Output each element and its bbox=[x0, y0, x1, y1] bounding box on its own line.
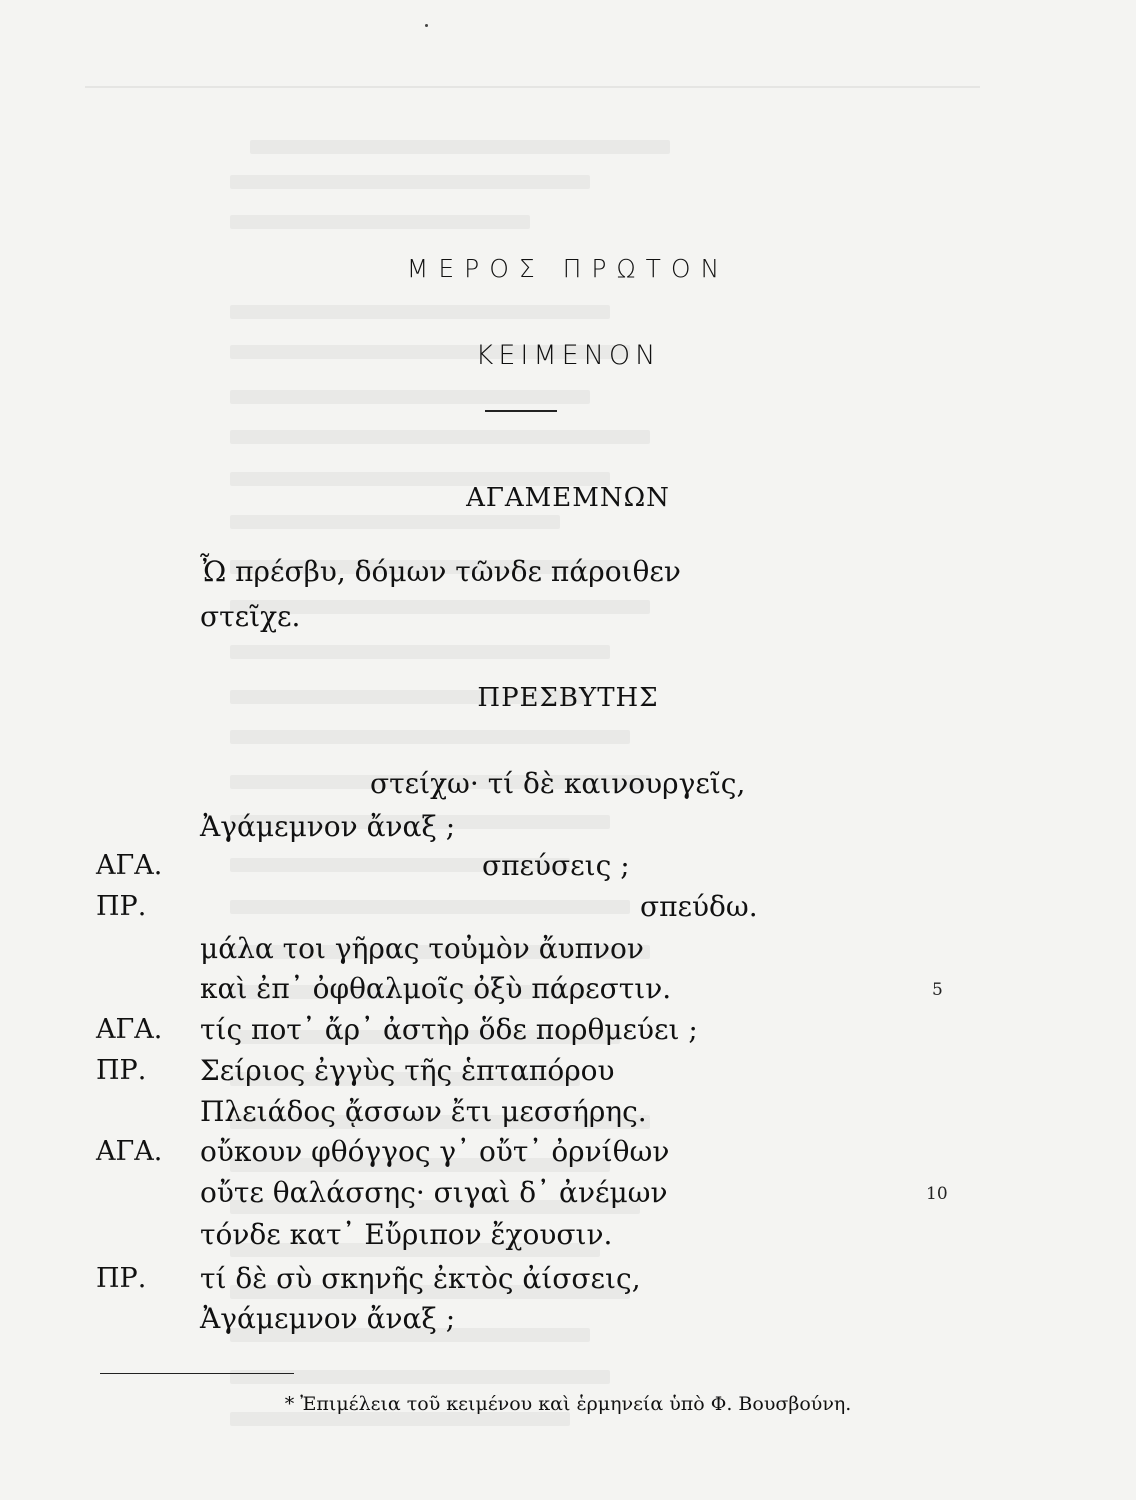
verse-line: Σείριος ἐγγὺς τῆς ἑπταπόρου bbox=[200, 1054, 615, 1087]
speaker-label: ΠΡ. bbox=[96, 1055, 147, 1086]
speaker-label: ΑΓΑ. bbox=[96, 1014, 163, 1045]
verse-line: Ἀγάμεμνον ἄναξ ; bbox=[200, 1302, 456, 1335]
speaker-heading-presbytes: ΠΡΕΣΒΥΤΗΣ bbox=[477, 683, 659, 713]
verse-line: Ὦ πρέσβυ, δόμων τῶνδε πάροιθεν bbox=[200, 555, 681, 588]
verse-line: Ἀγάμεμνον ἄναξ ; bbox=[200, 810, 456, 843]
footnote: * Ἐπιμέλεια τοῦ κειμένου καὶ ἑρμηνεία ὑπὸ Φ. Βουσβούνη. bbox=[284, 1393, 852, 1415]
speaker-label: ΑΓΑ. bbox=[96, 1136, 163, 1167]
verse-line: τόνδε κατ᾿ Εὔριπον ἔχουσιν. bbox=[200, 1218, 613, 1251]
verse-line: τί δὲ σὺ σκηνῆς ἐκτὸς ἀίσσεις, bbox=[200, 1262, 641, 1295]
speck bbox=[425, 24, 428, 27]
verse-line: Πλειάδος ᾄσσων ἔτι μεσσήρης. bbox=[200, 1095, 647, 1128]
line-number: 5 bbox=[932, 980, 943, 1000]
verse-line: οὔκουν φθόγγος γ᾿ οὔτ᾿ ὀρνίθων bbox=[200, 1135, 670, 1168]
verse-line: τίς ποτ᾿ ἄρ᾿ ἀστὴρ ὅδε πορθμεύει ; bbox=[200, 1013, 698, 1046]
verse-line: μάλα τοι γῆρας τοὐμὸν ἄυπνον bbox=[200, 932, 644, 965]
speaker-label: ΠΡ. bbox=[96, 1263, 147, 1294]
section-title: ΚΕΙΜΕΝΟΝ bbox=[475, 340, 661, 371]
speaker-heading-agamemnon: ΑΓΑΜΕΜΝΩΝ bbox=[466, 483, 670, 513]
verse-line: σπεύσεις ; bbox=[482, 849, 630, 882]
verse-line: στεῖχε. bbox=[200, 600, 301, 633]
footnote-rule bbox=[100, 1373, 294, 1374]
part-title: ΜΕΡΟΣ ΠΡΩΤΟΝ bbox=[406, 254, 730, 283]
line-number: 10 bbox=[926, 1184, 948, 1204]
verse-line: οὔτε θαλάσσης· σιγαὶ δ᾿ ἀνέμων bbox=[200, 1176, 668, 1209]
verse-line: καὶ ἐπ᾿ ὀφθαλμοῖς ὀξὺ πάρεστιν. bbox=[200, 972, 672, 1005]
speaker-label: ΠΡ. bbox=[96, 891, 147, 922]
speaker-label: ΑΓΑ. bbox=[96, 850, 163, 881]
verse-line: στείχω· τί δὲ καινουργεῖς, bbox=[370, 767, 746, 800]
title-divider bbox=[485, 410, 557, 412]
verse-line: σπεύδω. bbox=[640, 890, 758, 923]
